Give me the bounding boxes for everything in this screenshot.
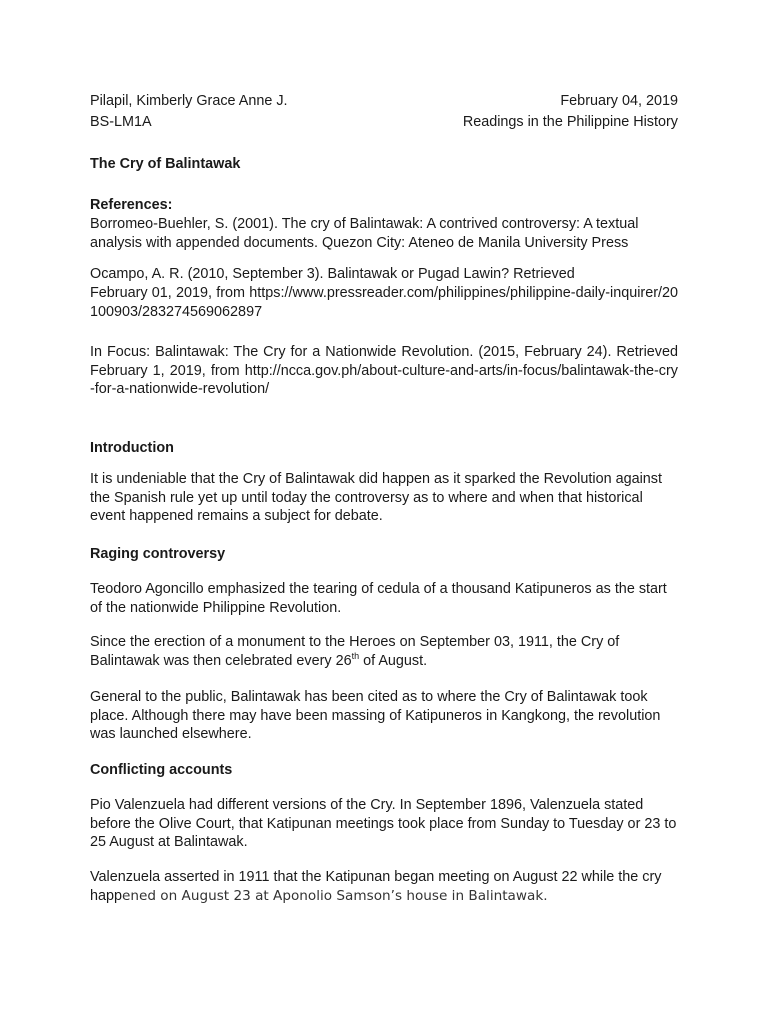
conflicting-paragraph-2: [90, 868, 678, 905]
document-date: February 04, 2019: [560, 93, 678, 109]
author-name: Pilapil, Kimberly Grace Anne J.: [90, 93, 288, 109]
introduction-paragraph: It is undeniable that the Cry of Balintawak did happen as it sparked the Revolution against the Spanish rule yet up until today the controversy as to where and when that historical event happened remains a subject for debate.: [90, 471, 662, 524]
section-code: BS-LM1A: [90, 114, 152, 130]
raging-controversy-heading: Raging controversy: [90, 546, 226, 562]
reference-item-2: Ocampo, A. R. (2010, September 3). Balintawak or Pugad Lawin? Retrieved: [90, 266, 575, 282]
ordinal-suffix: th: [351, 650, 360, 661]
introduction-heading: Introduction: [90, 440, 174, 456]
reference-item-3: In Focus: Balintawak: The Cry for a Nationwide Revolution. (2015, February 24). Retrieved February 1, 2019, from http://ncca.gov.ph/about-culture-and-arts/in-focus/balintawak-the-cry-for-a-nationwide-revolution/: [90, 344, 678, 397]
references-heading: References:: [90, 197, 173, 213]
document-title: The Cry of Balintawak: [90, 156, 241, 172]
conflicting-paragraph-2-text: Valenzuela asserted in 1911 that the Katipunan began meeting on August 22 while the cry happ: [90, 869, 662, 904]
course-name: Readings in the Philippine History: [462, 114, 678, 130]
raging-paragraph-2-text: Since the erection of a monument to the Heroes on September 03, 1911, the Cry of Balintawak was then celebrated every 26: [90, 634, 620, 669]
raging-paragraph-3: General to the public, Balintawak has been cited as to where the Cry of Balintawak took place. Although there may have been massing of Katipuneros in Kangkong, the revolution was launched elsewhere.: [90, 689, 661, 742]
conflicting-paragraph-1: Pio Valenzuela had different versions of the Cry. In September 1896, Valenzuela stated before the Olive Court, that Katipunan meetings took place from Sunday to Tuesday or 23 to 25 August at Balintawak.: [90, 797, 677, 850]
header-row-2: [90, 113, 678, 132]
conflicting-accounts-heading: Conflicting accounts: [90, 762, 233, 778]
reference-item-2-continued: February 01, 2019, from https://www.pressreader.com/philippines/philippine-daily-inquirer/20100903/283274569062897: [90, 285, 678, 320]
reference-item-1: Borromeo-Buehler, S. (2001). The cry of Balintawak: A contrived controversy: A textual analysis with appended documents. Quezon City: Ateneo de Manila University Press: [90, 216, 639, 251]
conflicting-paragraph-2-end: ened on August 23 at Aponolio Samson’s house in Balintawak.: [122, 887, 548, 904]
raging-paragraph-2-end: of August.: [359, 652, 428, 669]
raging-paragraph-2: [90, 633, 678, 670]
header-row-1: [90, 92, 678, 111]
raging-paragraph-1: Teodoro Agoncillo emphasized the tearing of cedula of a thousand Katipuneros as the start of the nationwide Philippine Revolution.: [90, 581, 667, 616]
